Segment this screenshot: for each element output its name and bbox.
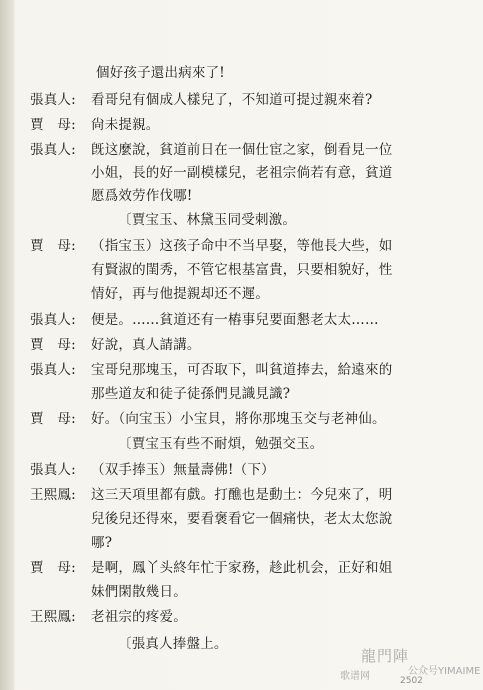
dialogue-text: 尙未提親。 <box>91 117 160 133</box>
dialogue-text: 这三天項里都有戲。打醮也是動土：今兒來了，明 <box>91 487 393 503</box>
dialogue-text: 好說，真人請講。 <box>91 337 201 353</box>
stage-direction: 〔賈宝玉、林黛玉同受刺激。 <box>118 212 297 228</box>
watermark-brand: 龍門陣 <box>361 647 410 665</box>
speaker-name: 張真人: <box>30 142 76 158</box>
dialogue-text: 小姐，長的好一副模樣兒，老祖宗倘若有意，貧道 <box>91 165 393 181</box>
dialogue-text: （指宝玉）这孩子命中不当早娶，等他長大些，如 <box>91 238 393 254</box>
dialogue-text: 旣这麼說，貧道前日在一個仕宦之家，倒看見一位 <box>91 142 393 158</box>
speaker-name: 賈 母: <box>30 117 76 133</box>
speaker-name: 張真人: <box>30 462 76 478</box>
dialogue-text: 妹們閑散幾日。 <box>91 584 187 600</box>
dialogue-text: （双手捧玉）無量壽佛!（下） <box>91 462 275 478</box>
speaker-name: 賈 母: <box>30 238 76 254</box>
dialogue-text: 看哥兒有個成人樣兒了，不知道可提过親來着? <box>91 92 373 108</box>
dialogue-text: 個好孩子還出病來了! <box>96 65 225 81</box>
speaker-name: 賈 母: <box>30 411 76 427</box>
stage-direction: 〔張真人捧盤上。 <box>118 636 228 652</box>
speaker-name: 賈 母: <box>30 560 76 576</box>
speaker-name: 王熙鳳: <box>30 609 76 625</box>
speaker-name: 張真人: <box>30 362 76 378</box>
speaker-name: 賈 母: <box>30 337 76 353</box>
watermark-account: 公众号YIMAIME <box>408 666 481 677</box>
dialogue-text: 老祖宗的疼爱。 <box>91 609 187 625</box>
dialogue-text: 哪? <box>91 535 113 551</box>
dialogue-text: 愿爲效劳作伐哪! <box>91 188 193 204</box>
speaker-name: 張真人: <box>30 92 76 108</box>
watermark-number: 2502 <box>400 676 423 686</box>
dialogue-text: 是啊，鳳丫头終年忙于家務，趁此机会，正好和姐 <box>91 560 393 576</box>
speaker-name: 王熙鳳: <box>30 487 76 503</box>
dialogue-text: 便是。……貧道还有一樁事兒要面懇老太太…… <box>91 312 379 328</box>
dialogue-text: 那些道友和徒子徒孫們見識見識? <box>91 386 291 402</box>
watermark-site: 歌谱网 <box>340 671 370 682</box>
page-binding-edge <box>0 0 14 690</box>
speaker-name: 張真人: <box>30 312 76 328</box>
stage-direction: 〔賈宝玉有些不耐煩，勉强交玉。 <box>118 436 324 452</box>
dialogue-text: 兒後兒还得來，要看褒看它一個痛快，老太太您說 <box>91 511 393 527</box>
dialogue-text: 情好，再与他提親却还不遲。 <box>91 286 270 302</box>
dialogue-text: 有賢淑的閨秀，不管它根基富貴，只要相貌好，性 <box>91 262 393 278</box>
dialogue-text: 好。（向宝玉）小宝貝，將你那塊玉交与老神仙。 <box>91 411 386 427</box>
dialogue-text: 宝哥兒那塊玉，可否取下，叫貧道捧去，給遠來的 <box>91 362 393 378</box>
